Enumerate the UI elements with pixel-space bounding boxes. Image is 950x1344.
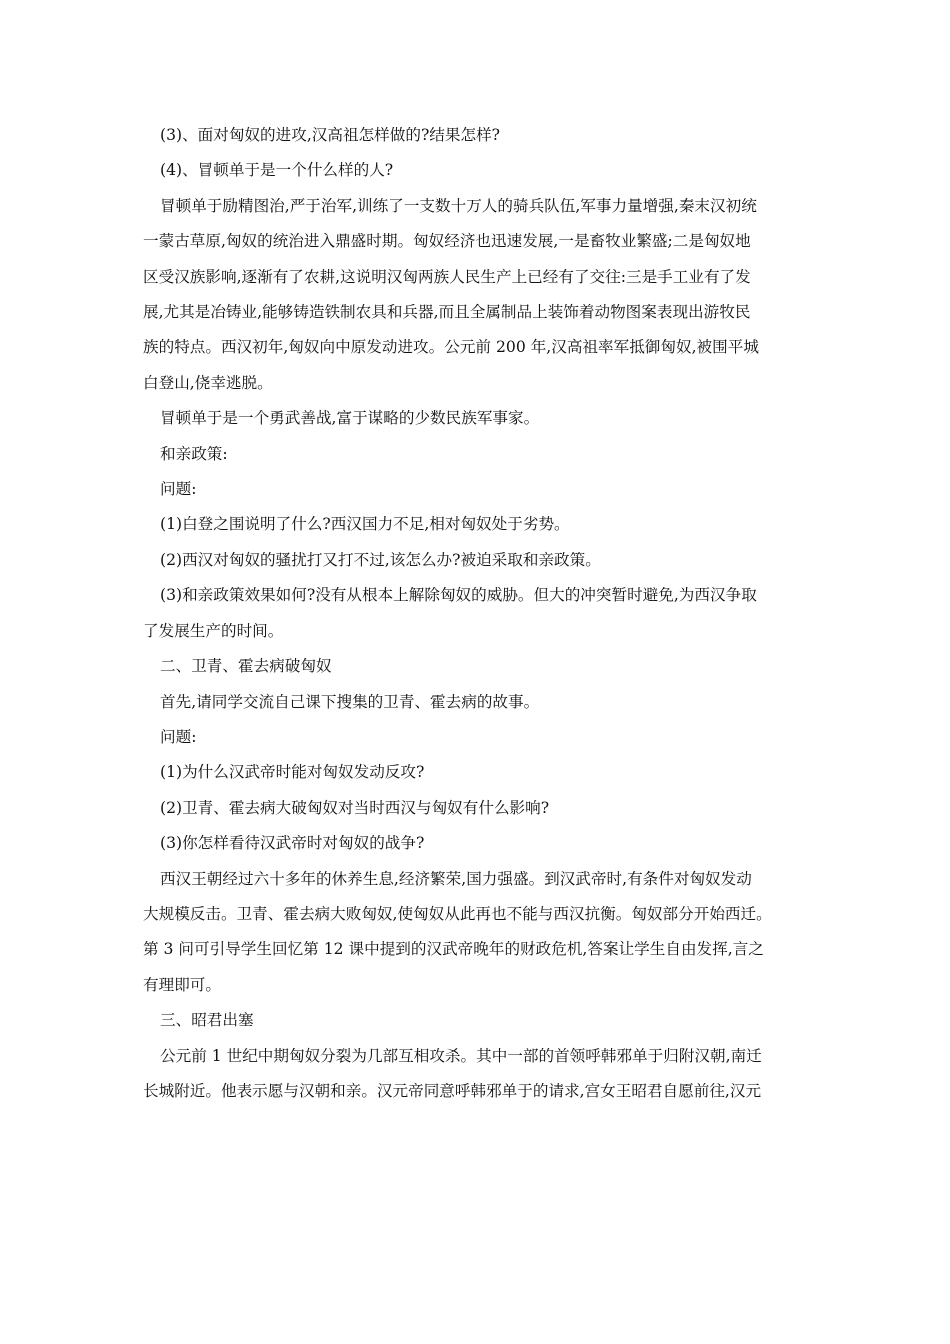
paragraph-line: 族的特点。西汉初年,匈奴向中原发动进攻。公元前 200 年,汉高祖率军抵御匈奴,被围平城 (143, 338, 759, 357)
paragraph-line: 了发展生产的时间。 (143, 621, 284, 640)
paragraph-line: 有理即可。 (143, 975, 221, 994)
paragraph-line: 长城附近。他表示愿与汉朝和亲。汉元帝同意呼韩邪单于的请求,宫女王昭君自愿前往,汉元 (143, 1081, 762, 1100)
section-heading: 三、昭君出塞 (160, 1011, 254, 1030)
subheading: 和亲政策: (160, 444, 228, 463)
paragraph-line: 展,尤其是冶铸业,能够铸造铁制农具和兵器,而且全属制品上装饰着动物图案表现出游牧民 (143, 303, 751, 322)
questions-label: 问题: (160, 480, 197, 499)
paragraph-line: 大规模反击。卫青、霍去病大败匈奴,使匈奴从此再也不能与西汉抗衡。匈奴部分开始西迁。 (143, 904, 772, 923)
paragraph-line: 公元前 1 世纪中期匈奴分裂为几部互相攻杀。其中一部的首领呼韩邪单于归附汉朝,南迁 (160, 1046, 762, 1065)
question-item: (2)西汉对匈奴的骚扰打又打不过,该怎么办?被迫采取和亲政策。 (160, 550, 601, 569)
question-item: (2)卫青、霍去病大破匈奴对当时西汉与匈奴有什么影响? (160, 798, 550, 817)
paragraph-line: 冒顿单于励精图治,严于治军,训练了一支数十万人的骑兵队伍,军事力量增强,秦末汉初统 (160, 196, 757, 215)
paragraph-line: 第 3 问可引导学生回忆第 12 课中提到的汉武帝晚年的财政危机,答案让学生自由发挥,言之 (143, 940, 764, 959)
question-item: (1)白登之围说明了什么?西汉国力不足,相对匈奴处于劣势。 (160, 515, 570, 534)
paragraph-line: 一蒙古草原,匈奴的统治进入鼎盛时期。匈奴经济也迅速发展,一是畜牧业繁盛;二是匈奴地 (143, 232, 751, 251)
paragraph-line: 区受汉族影响,逐渐有了农耕,这说明汉匈两族人民生产上已经有了交往:三是手工业有了发 (143, 267, 751, 286)
body-text (143, 118, 815, 1109)
question-4: (4)、冒顿单于是一个什么样的人? (160, 161, 394, 180)
question-item: (3)和亲政策效果如何?没有从根本上解除匈奴的威胁。但大的冲突暂时避免,为西汉争取 (160, 586, 757, 605)
paragraph-line: 白登山,侥幸逃脱。 (143, 373, 273, 392)
questions-label: 问题: (160, 727, 197, 746)
paragraph-line: 西汉王朝经过六十多年的休养生息,经济繁荣,国力强盛。到汉武帝时,有条件对匈奴发动 (160, 869, 752, 888)
section-heading: 二、卫青、霍去病破匈奴 (160, 657, 332, 676)
question-item: (3)你怎样看待汉武帝时对匈奴的战争? (160, 834, 425, 853)
question-item: (1)为什么汉武帝时能对匈奴发动反攻? (160, 763, 425, 782)
question-3: (3)、面对匈奴的进攻,汉高祖怎样做的?结果怎样? (160, 126, 501, 144)
paragraph-line: 冒顿单于是一个勇武善战,富于谋略的少数民族军事家。 (160, 409, 540, 428)
paragraph-line: 首先,请同学交流自己课下搜集的卫青、霍去病的故事。 (160, 692, 540, 711)
